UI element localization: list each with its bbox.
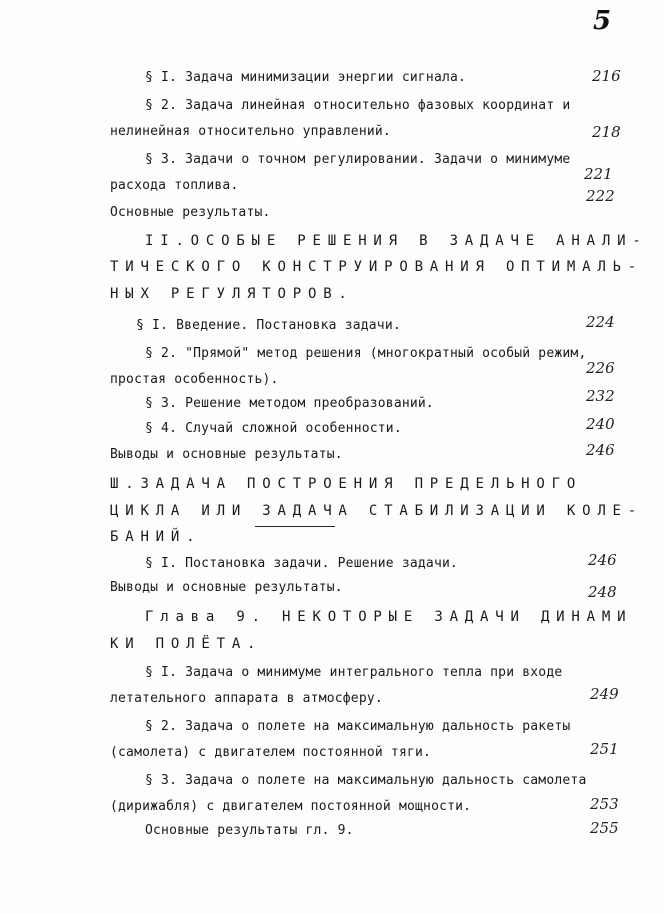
toc-entry-page: 226 <box>586 359 615 377</box>
toc-entry-text: § I. Постановка задачи. Решение задачи. <box>145 556 459 571</box>
chapter-heading: Глава 9. НЕКОТОРЫЕ ЗАДАЧИ ДИНАМИ <box>145 609 633 625</box>
toc-entry-text: Выводы и основные результаты. <box>110 447 343 462</box>
toc-entry-text: § I. Задача о минимуме интегрального тепла при входе <box>145 665 563 680</box>
toc-entry-page: 221 <box>584 165 613 183</box>
toc-entry-page: 246 <box>588 551 617 569</box>
toc-entry-text: § 4. Случай сложной особенности. <box>145 421 402 436</box>
toc-entry-page: 218 <box>592 123 621 141</box>
toc-entry-text: летательного аппарата в атмосферу. <box>110 691 383 706</box>
toc-entry-text: (дирижабля) с двигателем постоянной мощности. <box>110 799 472 814</box>
chapter-heading: КИ ПОЛЁТА. <box>110 636 263 652</box>
toc-entry-text: § 2. Задача о полете на максимальную дальность ракеты <box>145 719 571 734</box>
toc-entry-text: § 3. Задачи о точном регулировании. Задачи о минимуме <box>145 152 571 167</box>
toc-entry-text: § I. Задача минимизации энергии сигнала. <box>145 70 467 85</box>
toc-entry-text: § 2. Задача линейная относительно фазовых координат и <box>145 98 571 113</box>
toc-entry-page: 255 <box>590 819 619 837</box>
section-heading: БАНИЙ. <box>110 529 202 545</box>
toc-entry-text: простая особенность). <box>110 372 279 387</box>
toc-entry-text: § I. Введение. Постановка задачи. <box>136 318 401 333</box>
page-number: 5 <box>593 6 612 36</box>
section-heading: НЫХ РЕГУЛЯТОРОВ. <box>110 286 354 302</box>
toc-entry-page: 251 <box>590 740 619 758</box>
section-heading: II.ОСОБЫЕ РЕШЕНИЯ В ЗАДАЧЕ АНАЛИ- <box>145 233 648 249</box>
toc-entry-text: § 3. Задача о полете на максимальную дальность самолета <box>145 773 587 788</box>
toc-entry-page: 253 <box>590 795 619 813</box>
toc-entry-text: расхода топлива. <box>110 178 239 193</box>
toc-entry-page: 248 <box>588 583 617 601</box>
section-heading: ТИЧЕСКОГО КОНСТРУИРОВАНИЯ ОПТИМАЛЬ- <box>110 259 644 275</box>
toc-entry-page: 240 <box>586 415 615 433</box>
toc-entry-page: 224 <box>586 313 615 331</box>
toc-entry-text: Основные результаты гл. 9. <box>145 823 354 838</box>
toc-entry-text: нелинейная относительно управлений. <box>110 124 391 139</box>
toc-entry-text: Выводы и основные результаты. <box>110 580 343 595</box>
toc-entry-page: 232 <box>586 387 615 405</box>
toc-entry-text: Основные результаты. <box>110 205 271 220</box>
toc-entry-page: 216 <box>592 67 621 85</box>
toc-entry-page: 222 <box>586 187 615 205</box>
toc-entry-page: 249 <box>590 685 619 703</box>
section-heading: Ш.ЗАДАЧА ПОСТРОЕНИЯ ПРЕДЕЛЬНОГО <box>110 476 583 492</box>
section-heading: ЦИКЛА ИЛИ ЗАДАЧА СТАБИЛИЗАЦИИ КОЛЕ- <box>110 503 644 519</box>
toc-entry-page: 246 <box>586 441 615 459</box>
toc-entry-text: § 3. Решение методом преобразований. <box>145 396 434 411</box>
toc-entry-text: § 2. "Прямой" метод решения (многократный особый режим, <box>145 346 587 361</box>
handwritten-underline <box>255 526 335 527</box>
toc-entry-text: (самолета) с двигателем постоянной тяги. <box>110 745 432 760</box>
